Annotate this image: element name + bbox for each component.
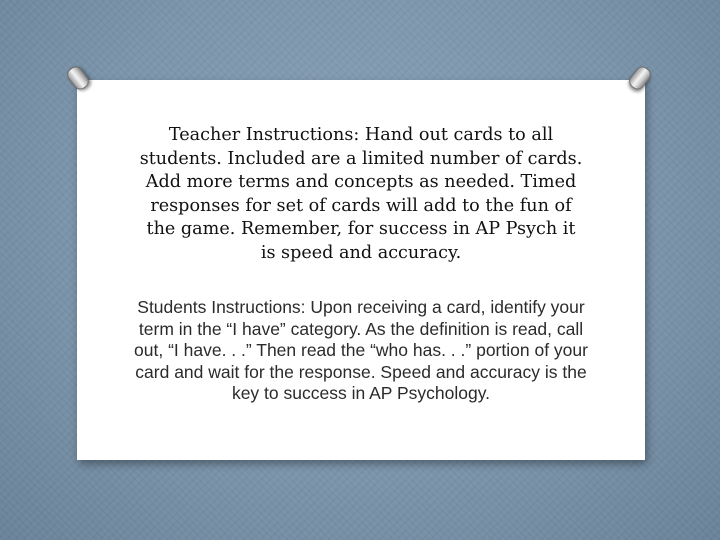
student-instructions: Students Instructions: Upon receiving a card, identify your term in the “I have” category. As the definition is read, call out, “I have. . .” Then read the “who has. . .” portion of your card and wait for the response. Speed and accuracy is the key to success in AP Psychology. [134, 297, 588, 404]
teacher-instructions: Teacher Instructions: Hand out cards to all students. Included are a limited number of cards. Add more terms and concepts as needed. Timed responses for set of cards will add to the fun of the game. Remember, for success in AP Psych it is speed and accuracy. [139, 125, 583, 263]
